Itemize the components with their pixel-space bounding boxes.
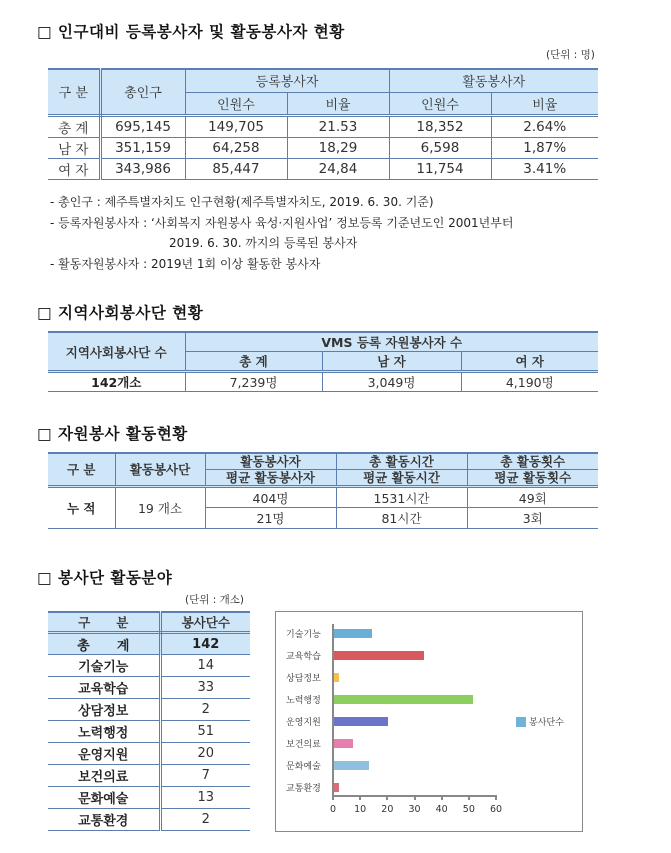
table-row — [48, 487, 598, 508]
table-row — [48, 115, 598, 137]
cell-avg-volunteers: 21명 — [205, 508, 336, 529]
cell-avg-hours: 81시간 — [336, 508, 467, 529]
chart-tick-label: 30 — [408, 804, 421, 815]
chart-y-axis — [332, 624, 334, 796]
chart-category-label: 교통환경 — [286, 784, 321, 794]
header-female: 여 자 — [461, 352, 598, 372]
table-row — [48, 137, 598, 158]
cell-population: 695,145 — [100, 115, 185, 137]
table-row — [48, 677, 250, 699]
table-row — [48, 158, 598, 179]
section-title-activity: □ 자원봉사 활동현황 — [37, 425, 188, 443]
chart-category-label: 문화예술 — [286, 762, 321, 772]
table-row — [48, 699, 250, 721]
header-reg-ratio: 비율 — [287, 92, 389, 115]
chart-tick — [414, 795, 416, 800]
cell-female: 4,190명 — [461, 372, 598, 392]
row-label: 상담정보 — [48, 699, 160, 721]
cell-act-ratio: 1,87% — [491, 137, 598, 158]
header-registered: 등록봉사자 — [185, 69, 389, 92]
community-group-table — [48, 331, 598, 392]
cell-count: 49회 — [467, 487, 598, 508]
total-label: 총 계 — [48, 633, 160, 655]
header-population: 총인구 — [100, 69, 185, 115]
unit-label: (단위 : 개소) — [185, 594, 244, 606]
table-row — [48, 743, 250, 765]
cell-population: 351,159 — [100, 137, 185, 158]
chart-bar — [334, 717, 388, 726]
chart-tick-label: 0 — [329, 804, 337, 815]
chart-tick-label: 10 — [354, 804, 367, 815]
table-row — [48, 655, 250, 677]
row-label: 남 자 — [48, 137, 100, 158]
row-label: 교육학습 — [48, 677, 160, 699]
chart-category-label: 기술기능 — [286, 630, 321, 640]
chart-bar — [334, 629, 372, 638]
cell-avg-count: 3회 — [467, 508, 598, 529]
note-registered-cont: 2019. 6. 30. 까지의 등록된 봉사자 — [169, 236, 358, 250]
cell-act-ratio: 2.64% — [491, 115, 598, 137]
header-groups: 지역사회봉사단 수 — [48, 332, 185, 372]
section-title-community: □ 지역사회봉사단 현황 — [37, 304, 204, 322]
note-registered: - 등록자원봉사자 : ‘사회복지 자원봉사 육성·지원사업’ 정보등록 기준년도인 2001년부터 — [50, 215, 514, 230]
header-avg-count: 평균 활동횟수 — [467, 470, 598, 487]
cell-act-count: 11,754 — [389, 158, 491, 179]
chart-category-label: 교육학습 — [286, 652, 321, 662]
chart-bar — [334, 695, 473, 704]
chart-category-label: 운영지원 — [286, 718, 321, 728]
chart-bar — [334, 673, 339, 682]
activity-field-table — [48, 611, 250, 831]
cell-reg-count: 149,705 — [185, 115, 287, 137]
row-label: 운영지원 — [48, 743, 160, 765]
header-hours: 총 활동시간 — [336, 453, 467, 470]
cell-reg-count: 64,258 — [185, 137, 287, 158]
row-value: 7 — [160, 765, 250, 787]
chart-bar — [334, 651, 424, 660]
activity-field-bar-chart — [275, 611, 583, 832]
header-active: 활동봉사자 — [389, 69, 598, 92]
header-act-count: 인원수 — [389, 92, 491, 115]
chart-tick — [441, 795, 443, 800]
chart-category-label: 보건의료 — [286, 740, 321, 750]
cell-total: 7,239명 — [185, 372, 322, 392]
section-title-population: □ 인구대비 등록봉사자 및 활동봉사자 현황 — [37, 23, 345, 41]
header-category: 구 분 — [48, 612, 160, 633]
table-row — [48, 721, 250, 743]
header-count: 총 활동횟수 — [467, 453, 598, 470]
row-label: 누 적 — [48, 487, 115, 529]
cell-act-count: 6,598 — [389, 137, 491, 158]
row-label: 문화예술 — [48, 787, 160, 809]
total-value: 142 — [160, 633, 250, 655]
header-category: 구 분 — [48, 453, 115, 487]
row-value: 20 — [160, 743, 250, 765]
chart-category-label: 노력행정 — [286, 696, 321, 706]
header-act-ratio: 비율 — [491, 92, 598, 115]
cell-reg-ratio: 21.53 — [287, 115, 389, 137]
chart-tick — [468, 795, 470, 800]
cell-reg-ratio: 24,84 — [287, 158, 389, 179]
row-label: 총 계 — [48, 115, 100, 137]
header-count: 봉사단수 — [160, 612, 250, 633]
table-row — [48, 809, 250, 831]
chart-tick — [332, 795, 334, 800]
note-active: - 활동자원봉사자 : 2019년 1회 이상 활동한 봉사자 — [50, 256, 321, 271]
row-label: 교통환경 — [48, 809, 160, 831]
total-row — [48, 633, 250, 655]
cell-act-ratio: 3.41% — [491, 158, 598, 179]
row-value: 2 — [160, 699, 250, 721]
row-value: 14 — [160, 655, 250, 677]
chart-tick — [359, 795, 361, 800]
header-volunteers: 활동봉사자 — [205, 453, 336, 470]
unit-label: (단위 : 명) — [546, 49, 595, 61]
chart-tick — [495, 795, 497, 800]
table-row — [48, 372, 598, 392]
row-value: 13 — [160, 787, 250, 809]
chart-category-label: 상담정보 — [286, 674, 321, 684]
row-label: 여 자 — [48, 158, 100, 179]
header-avg-volunteers: 평균 활동봉사자 — [205, 470, 336, 487]
table-row — [48, 765, 250, 787]
cell-groups: 142개소 — [48, 372, 185, 392]
header-reg-count: 인원수 — [185, 92, 287, 115]
note-population: - 총인구 : 제주특별자치도 인구현황(제주특별자치도, 2019. 6. 30. 기준) — [50, 195, 434, 209]
header-vms: VMS 등록 자원봉사자 수 — [185, 332, 598, 352]
cell-reg-count: 85,447 — [185, 158, 287, 179]
row-label: 노력행정 — [48, 721, 160, 743]
row-value: 33 — [160, 677, 250, 699]
chart-tick — [386, 795, 388, 800]
cell-volunteers: 404명 — [205, 487, 336, 508]
row-value: 2 — [160, 809, 250, 831]
section-title-fields: □ 봉사단 활동분야 — [37, 569, 173, 587]
row-value: 51 — [160, 721, 250, 743]
chart-tick-label: 60 — [489, 804, 503, 815]
cell-hours: 1531시간 — [336, 487, 467, 508]
table-row — [48, 787, 250, 809]
cell-groups: 19 개소 — [115, 487, 205, 529]
cell-population: 343,986 — [100, 158, 185, 179]
legend-swatch-icon — [516, 717, 526, 727]
population-volunteer-table — [48, 68, 598, 180]
chart-bar — [334, 739, 353, 748]
legend-label: 봉사단수 — [529, 718, 564, 728]
chart-tick-label: 20 — [381, 804, 394, 815]
chart-bar — [334, 761, 369, 770]
footnotes — [50, 192, 513, 274]
header-male: 남 자 — [322, 352, 461, 372]
cell-act-count: 18,352 — [389, 115, 491, 137]
cell-reg-ratio: 18,29 — [287, 137, 389, 158]
header-total: 총 계 — [185, 352, 322, 372]
chart-tick-label: 40 — [435, 804, 448, 815]
row-label: 기술기능 — [48, 655, 160, 677]
header-avg-hours: 평균 활동시간 — [336, 470, 467, 487]
header-category: 구 분 — [48, 69, 100, 115]
header-groups: 활동봉사단 — [115, 453, 205, 487]
chart-tick-label: 50 — [462, 804, 475, 815]
chart-legend — [516, 715, 564, 728]
row-label: 보건의료 — [48, 765, 160, 787]
activity-status-table — [48, 452, 598, 529]
chart-bar — [334, 783, 339, 792]
cell-male: 3,049명 — [322, 372, 461, 392]
